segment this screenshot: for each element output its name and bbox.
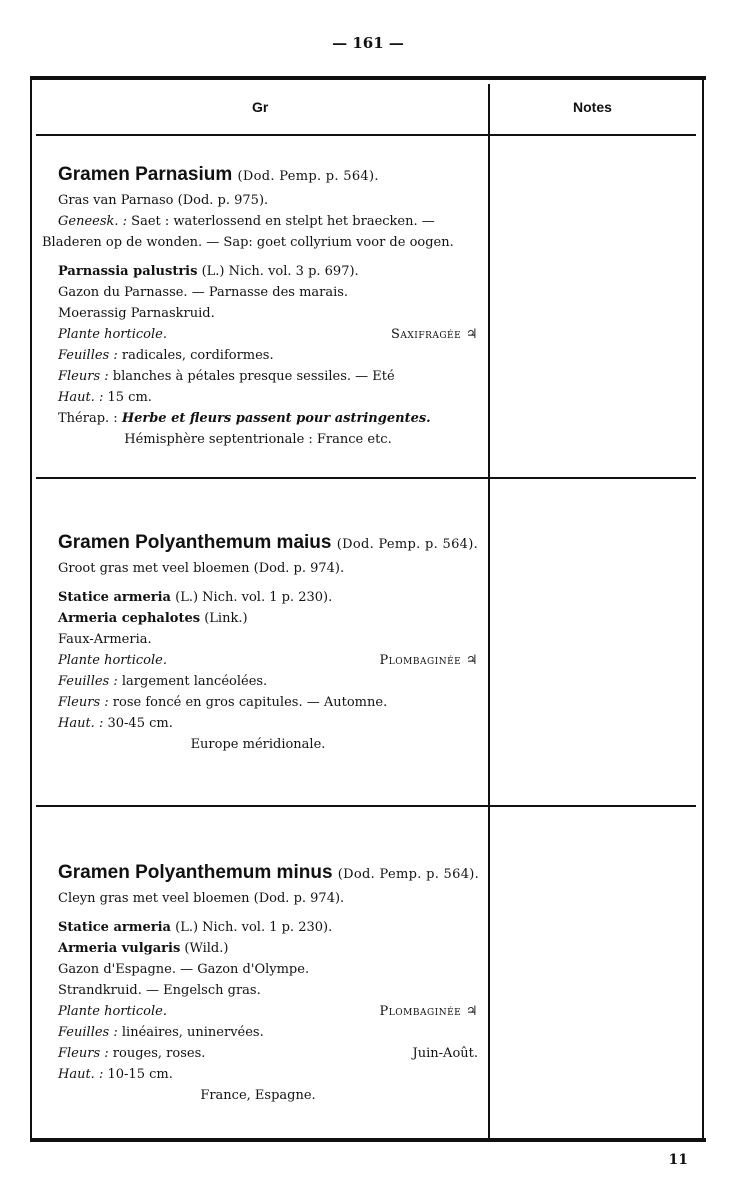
plant-type-line	[58, 650, 478, 671]
entry-title-name: Gramen Polyanthemum minus	[58, 862, 333, 883]
plant-type: Plante horticole.	[58, 1004, 167, 1019]
leaves-line	[58, 671, 486, 692]
region: Hémisphère septentrionale : France etc.	[124, 432, 392, 447]
leaves-label: Feuilles :	[58, 348, 118, 363]
table-right-border	[702, 80, 704, 1142]
leaves-text: largement lancéolées.	[121, 674, 268, 689]
flowers-label: Fleurs :	[58, 695, 109, 710]
section-rule-1	[36, 477, 696, 479]
dutch-name: Groot gras met veel bloemen (Dod. p. 974).	[58, 561, 345, 576]
therapy-label: Thérap. :	[58, 411, 118, 426]
flowers-label: Fleurs :	[58, 369, 109, 384]
flowers-line	[58, 1043, 478, 1064]
height-line	[58, 1064, 486, 1085]
height-text: 30-45 cm.	[107, 716, 173, 731]
entry-gramen-polyanthemum-maius	[58, 530, 486, 755]
flowers-season: Juin-Août.	[412, 1046, 478, 1061]
geneesk-label: Geneesk. :	[58, 214, 128, 229]
height-label: Haut. :	[58, 716, 104, 731]
common-names-french: Gazon d'Espagne. — Gazon d'Olympe.	[58, 962, 310, 977]
geneesk-text: Saet : waterlossend en stelpt het braecken. —	[131, 214, 435, 229]
plant-type: Plante horticole.	[58, 653, 167, 668]
common-names-french: Faux-Armeria.	[58, 632, 152, 647]
species-name: Armeria cephalotes	[58, 611, 201, 626]
species-reference: (L.) Nich. vol. 1 p. 230).	[175, 920, 333, 935]
page-number: — 161 —	[332, 34, 404, 52]
height-text: 15 cm.	[107, 390, 152, 405]
header-rule	[36, 134, 696, 136]
entry-title-reference: (Dod. Pemp. p. 564).	[336, 537, 479, 552]
region: Europe méridionale.	[190, 737, 326, 752]
column-header-notes: Notes	[573, 99, 612, 115]
leaves-label: Feuilles :	[58, 674, 118, 689]
plant-type-line	[58, 1001, 478, 1022]
leaves-text: linéaires, uninervées.	[121, 1025, 264, 1040]
height-line	[58, 387, 486, 408]
entry-title	[58, 860, 486, 888]
plant-family: Plombaginée ♃	[379, 653, 478, 668]
leaves-line	[58, 345, 486, 366]
footer-page-number: 11	[668, 1152, 688, 1168]
leaves-text: radicales, cordiformes.	[121, 348, 274, 363]
species-reference: (L.) Nich. vol. 3 p. 697).	[201, 264, 359, 279]
geneesk-line	[58, 211, 486, 232]
entry-gramen-polyanthemum-minus	[58, 860, 486, 1106]
entry-title-name: Gramen Polyanthemum maius	[58, 532, 332, 553]
species-reference: (Wild.)	[184, 941, 229, 956]
flowers-line	[58, 366, 486, 387]
dutch-name: Gras van Parnaso (Dod. p. 975).	[58, 193, 269, 208]
region: France, Espagne.	[200, 1088, 316, 1103]
height-text: 10-15 cm.	[107, 1067, 173, 1082]
plant-type-line	[58, 324, 478, 345]
therapy-text: Herbe et fleurs passent pour astringentes.	[121, 411, 431, 426]
entry-title-reference: (Dod. Pemp. p. 564).	[337, 867, 480, 882]
species-name: Statice armeria	[58, 590, 171, 605]
dutch-name: Cleyn gras met veel bloemen (Dod. p. 974).	[58, 891, 345, 906]
leaves-line	[58, 1022, 486, 1043]
flowers-text: rouges, roses.	[112, 1046, 206, 1061]
species-name: Parnassia palustris	[58, 264, 198, 279]
species-reference: (L.) Nich. vol. 1 p. 230).	[175, 590, 333, 605]
species-line-2	[58, 938, 486, 959]
table-bottom-rule	[30, 1138, 706, 1142]
entry-title	[58, 162, 486, 190]
species-line-1	[58, 917, 486, 938]
flowers-label: Fleurs :	[58, 1046, 109, 1061]
height-label: Haut. :	[58, 390, 104, 405]
plant-family: Saxifragée ♃	[390, 327, 478, 342]
entry-title	[58, 530, 486, 558]
geneesk-text-continued: Bladeren op de wonden. — Sap: goet collyrium voor de oogen.	[42, 235, 454, 250]
species-line	[58, 261, 486, 282]
height-line	[58, 713, 486, 734]
table-left-border	[30, 80, 32, 1142]
flowers-line	[58, 692, 486, 713]
species-name: Statice armeria	[58, 920, 171, 935]
flowers-season: Automne.	[323, 695, 388, 710]
entry-title-reference: (Dod. Pemp. p. 564).	[237, 169, 379, 184]
column-header-gr: Gr	[252, 99, 269, 115]
common-names-french: Gazon du Parnasse. — Parnasse des marais.	[58, 285, 349, 300]
section-rule-2	[36, 805, 696, 807]
common-names-dutch: Moerassig Parnaskruid.	[58, 306, 215, 321]
common-names-dutch: Strandkruid. — Engelsch gras.	[58, 983, 261, 998]
entry-gramen-parnasium	[42, 162, 486, 450]
species-line-2	[58, 608, 486, 629]
species-name: Armeria vulgaris	[58, 941, 181, 956]
flowers-text: rose foncé en gros capitules. —	[112, 695, 320, 710]
plant-type: Plante horticole.	[58, 327, 167, 342]
leaves-label: Feuilles :	[58, 1025, 118, 1040]
plant-family: Plombaginée ♃	[379, 1004, 478, 1019]
column-divider	[488, 84, 490, 1142]
species-line-1	[58, 587, 486, 608]
height-label: Haut. :	[58, 1067, 104, 1082]
flowers-text: blanches à pétales presque sessiles. — Eté	[112, 369, 395, 384]
therapy-line	[58, 408, 486, 429]
species-reference: (Link.)	[204, 611, 248, 626]
entry-title-name: Gramen Parnasium	[58, 164, 233, 185]
table-top-rule	[30, 76, 706, 80]
